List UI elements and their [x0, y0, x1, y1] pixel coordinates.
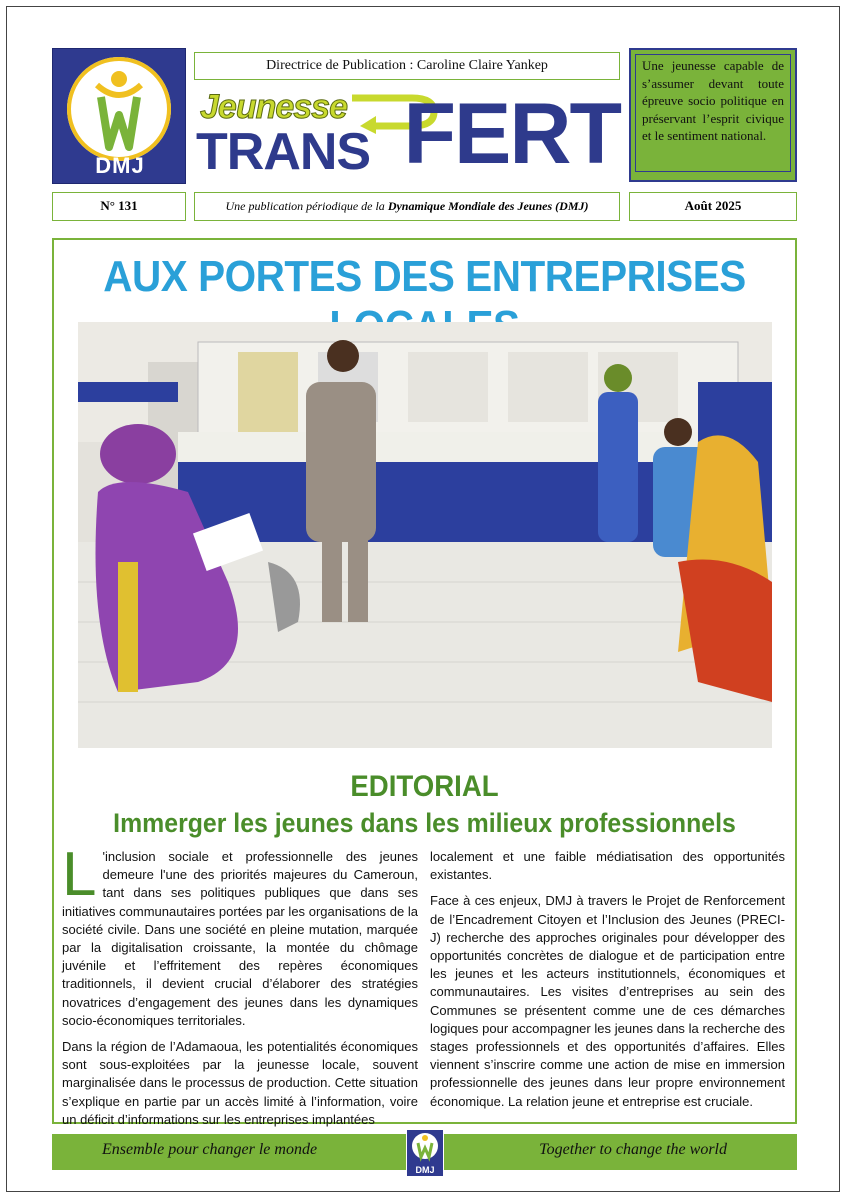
publication-line — [194, 192, 620, 221]
footer-bar — [52, 1134, 797, 1175]
editorial-paragraph: Face à ces enjeux, DMJ à travers le Projet de Renforcement de l’Encadrement Citoyen et l’Inclusion des Jeunes (PRECI-J) recherche des approches originales pour développer des opportunités concrètes de dialogue et de participation entre les jeunes et les acteurs institutionnels, économiques et communautaires. Les visites d’entreprises au sein des Communes se présentent comme une de ces démarches logiques pour accompagner les jeunes dans la recherche des stages professionnels et des opportunités d’affaires. Elles viennent s’inscrire comme une action de mise en immersion professionnelle des jeunes dans leur propre environnement économique. La relation jeune et entreprise est cruciale. — [430, 893, 785, 1109]
logo-emblem-icon — [67, 57, 171, 161]
footer-logo-text: DMJ — [415, 1165, 435, 1175]
dmj-logo — [52, 48, 186, 184]
tagline-box — [629, 48, 797, 182]
director-line: Directrice de Publication : Caroline Claire Yankep — [194, 52, 620, 80]
editorial-paragraph — [62, 840, 418, 1030]
publication-prefix: Une publication périodique de la — [225, 199, 388, 213]
editorial-title: Immerger les jeunes dans les milieux professionnels — [113, 808, 736, 838]
footer-logo — [406, 1129, 444, 1177]
editorial-paragraph: Dans la région de l’Adamaoua, les potentialités économiques sont sous-exploitées par la jeunesse locale, souvent marginalisée dans le processus de production. Cette situation s’explique en partie par un accès limité à l’information, voire un déficit d’informations sur les entreprises implantées — [62, 1039, 418, 1127]
cover-photo — [78, 322, 772, 748]
footer-slogan-en: Together to change the world — [539, 1141, 727, 1158]
footer-slogan-fr: Ensemble pour changer le monde — [102, 1141, 318, 1158]
editorial-column-right — [430, 848, 785, 1119]
footer-logo-icon — [407, 1130, 443, 1164]
tagline-text: Une jeunesse capable de s’assumer devant toute épreuve socio politique en préservant l’esprit civique et le sentiment national. — [635, 54, 791, 172]
paragraph-text: 'inclusion sociale et professionnelle des jeunes demeure l'une des priorités majeures du Cameroun, tant dans ses politiques publiques que dans ses initiatives communautaires portées par les organisations de la société civile. Dans une société en pleine mutation, marquée par la digitalisation croissante, la montée du chômage juvénile et l’effritement des repères économiques traditionnels, il devient crucial d’élaborer des stratégies novatrices d’engagement des jeunes dans les dynamiques socio-économiques territoriales. — [62, 849, 418, 1028]
masthead-trans: TRANS — [196, 123, 371, 181]
editorial-label: EDITORIAL — [350, 770, 499, 803]
publication-org: Dynamique Mondiale des Jeunes (DMJ) — [387, 199, 589, 213]
issue-date: Août 2025 — [629, 192, 797, 221]
logo-text: DMJ — [95, 153, 145, 178]
masthead-jeunesse: Jeunesse — [200, 88, 347, 126]
headline: AUX PORTES DES ENTREPRISES — [103, 252, 746, 301]
masthead-fert: FERT — [403, 86, 620, 182]
dropcap: L — [62, 840, 97, 909]
masthead — [194, 86, 620, 186]
editorial-column-left — [62, 840, 418, 1137]
editorial-paragraph: localement et une faible médiatisation des opportunités existantes. — [430, 849, 785, 883]
issue-number: N° 131 — [52, 192, 186, 221]
